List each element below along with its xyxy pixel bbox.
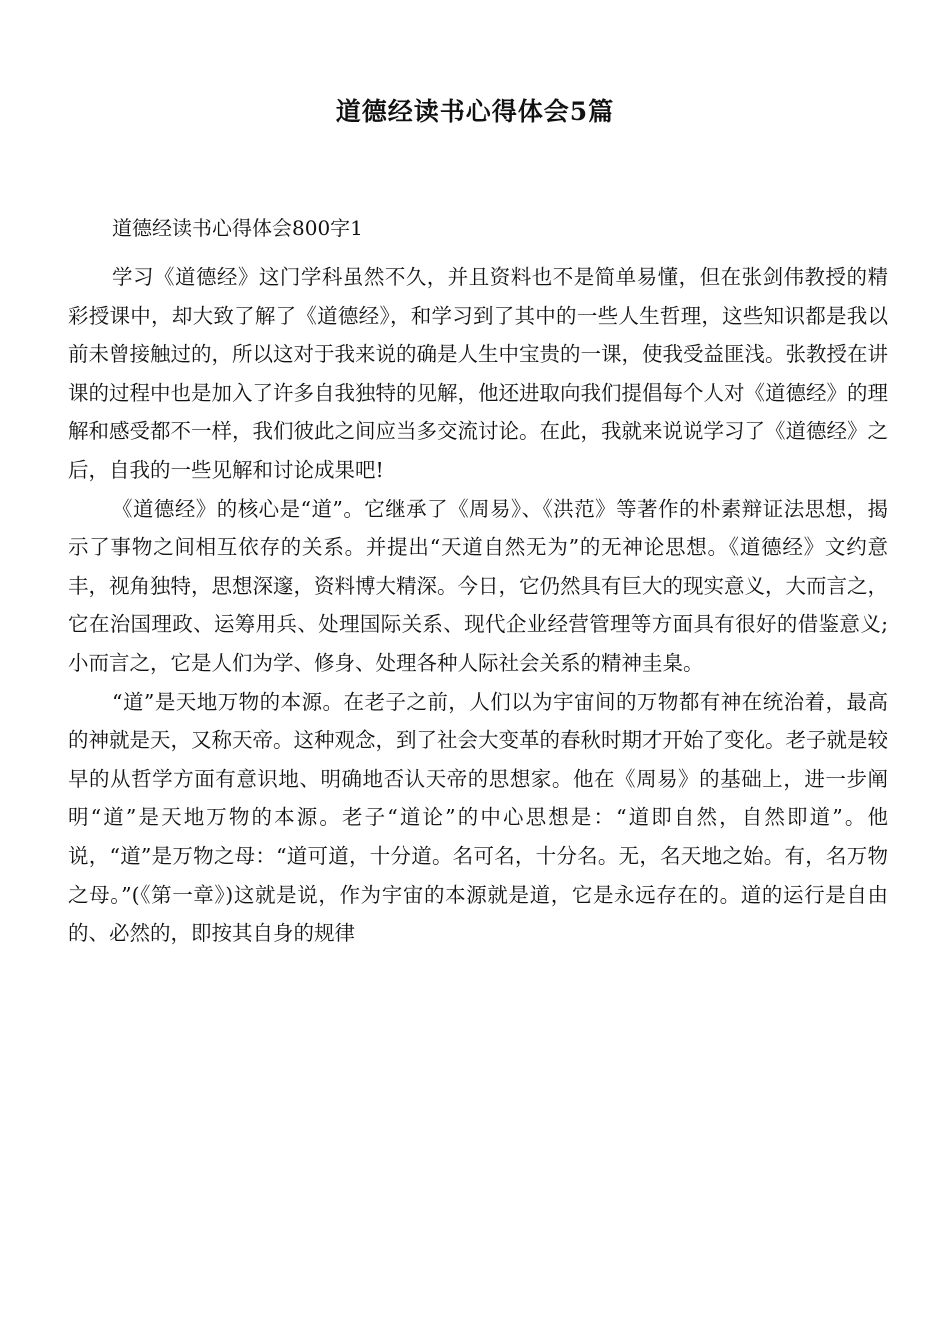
paragraph-3: “道”是天地万物的本源。在老子之前，人们以为宇宙间的万物都有神在统治着，最高的神就是天，又称天帝。这种观念，到了社会大变革的春秋时期才开始了变化。老子就是较早的从哲学方面有意识地、明确地否认天帝的思想家。他在《周易》的基础上，进一步阐明“道”是天地万物的本源。老子“道论”的中心思想是：“道即自然，自然即道”。他说，“道”是万物之母：“道可道，十分道。名可名，十分名。无，名天地之始。有，名万物之母。”(《第一章》)这就是说，作为宇宙的本源就是道，它是永远存在的。道的运行是自由的、必然的，即按其自身的规律: [68, 689, 888, 946]
document-body: [68, 258, 888, 953]
document-title: 道德经读书心得体会5篇: [335, 97, 615, 126]
paragraph-2: 《道德经》的核心是“道”。它继承了《周易》、《洪范》等著作的朴素辩证法思想，揭示了事物之间相互依存的关系。并提出“天道自然无为”的无神论思想。《道德经》文约意丰，视角独特，思想深邃，资料博大精深。今日，它仍然具有巨大的现实意义，大而言之，它在治国理政、运筹用兵、处理国际关系、现代企业经营管理等方面具有很好的借鉴意义;小而言之，它是人们为学、修身、处理各种人际社会关系的精神圭臬。: [68, 496, 888, 675]
paragraph-1: 学习《道德经》这门学科虽然不久，并且资料也不是简单易懂，但在张剑伟教授的精彩授课中，却大致了解了《道德经》，和学习到了其中的一些人生哲理，这些知识都是我以前未曾接触过的，所以这对于我来说的确是人生中宝贵的一课，使我受益匪浅。张教授在讲课的过程中也是加入了许多自我独特的见解，他还进取向我们提倡每个人对《道德经》的理解和感受都不一样，我们彼此之间应当多交流讨论。在此，我就来说说学习了《道德经》之后，自我的一些见解和讨论成果吧!: [68, 265, 888, 482]
section-heading: 道德经读书心得体会800字1: [112, 216, 363, 240]
